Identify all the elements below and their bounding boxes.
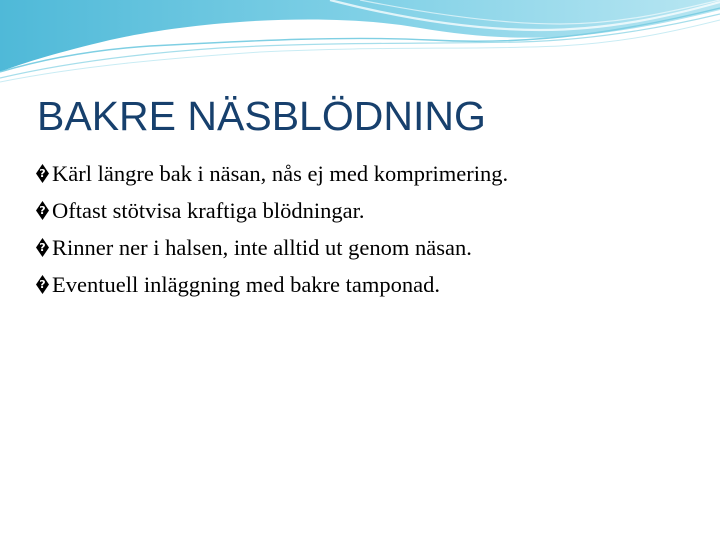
header-wave-decoration [0,0,720,100]
bullet-text: Rinner ner i halsen, inte alltid ut genom näsan. [52,234,472,260]
replacement-character-icon [36,238,49,257]
replacement-character-icon [36,201,49,220]
bullet-list [36,155,508,303]
bullet-text: Oftast stötvisa kraftiga blödningar. [52,197,365,223]
bullet-text: Kärl längre bak i näsan, nås ej med komprimering. [52,160,509,186]
replacement-character-icon [36,164,49,183]
list-item [36,155,508,192]
slide-title: BAKRE NÄSBLÖDNING [37,93,486,139]
list-item [36,266,508,303]
replacement-character-icon [36,275,49,294]
bullet-text: Eventuell inläggning med bakre tamponad. [52,271,441,297]
list-item [36,229,508,266]
list-item [36,192,508,229]
